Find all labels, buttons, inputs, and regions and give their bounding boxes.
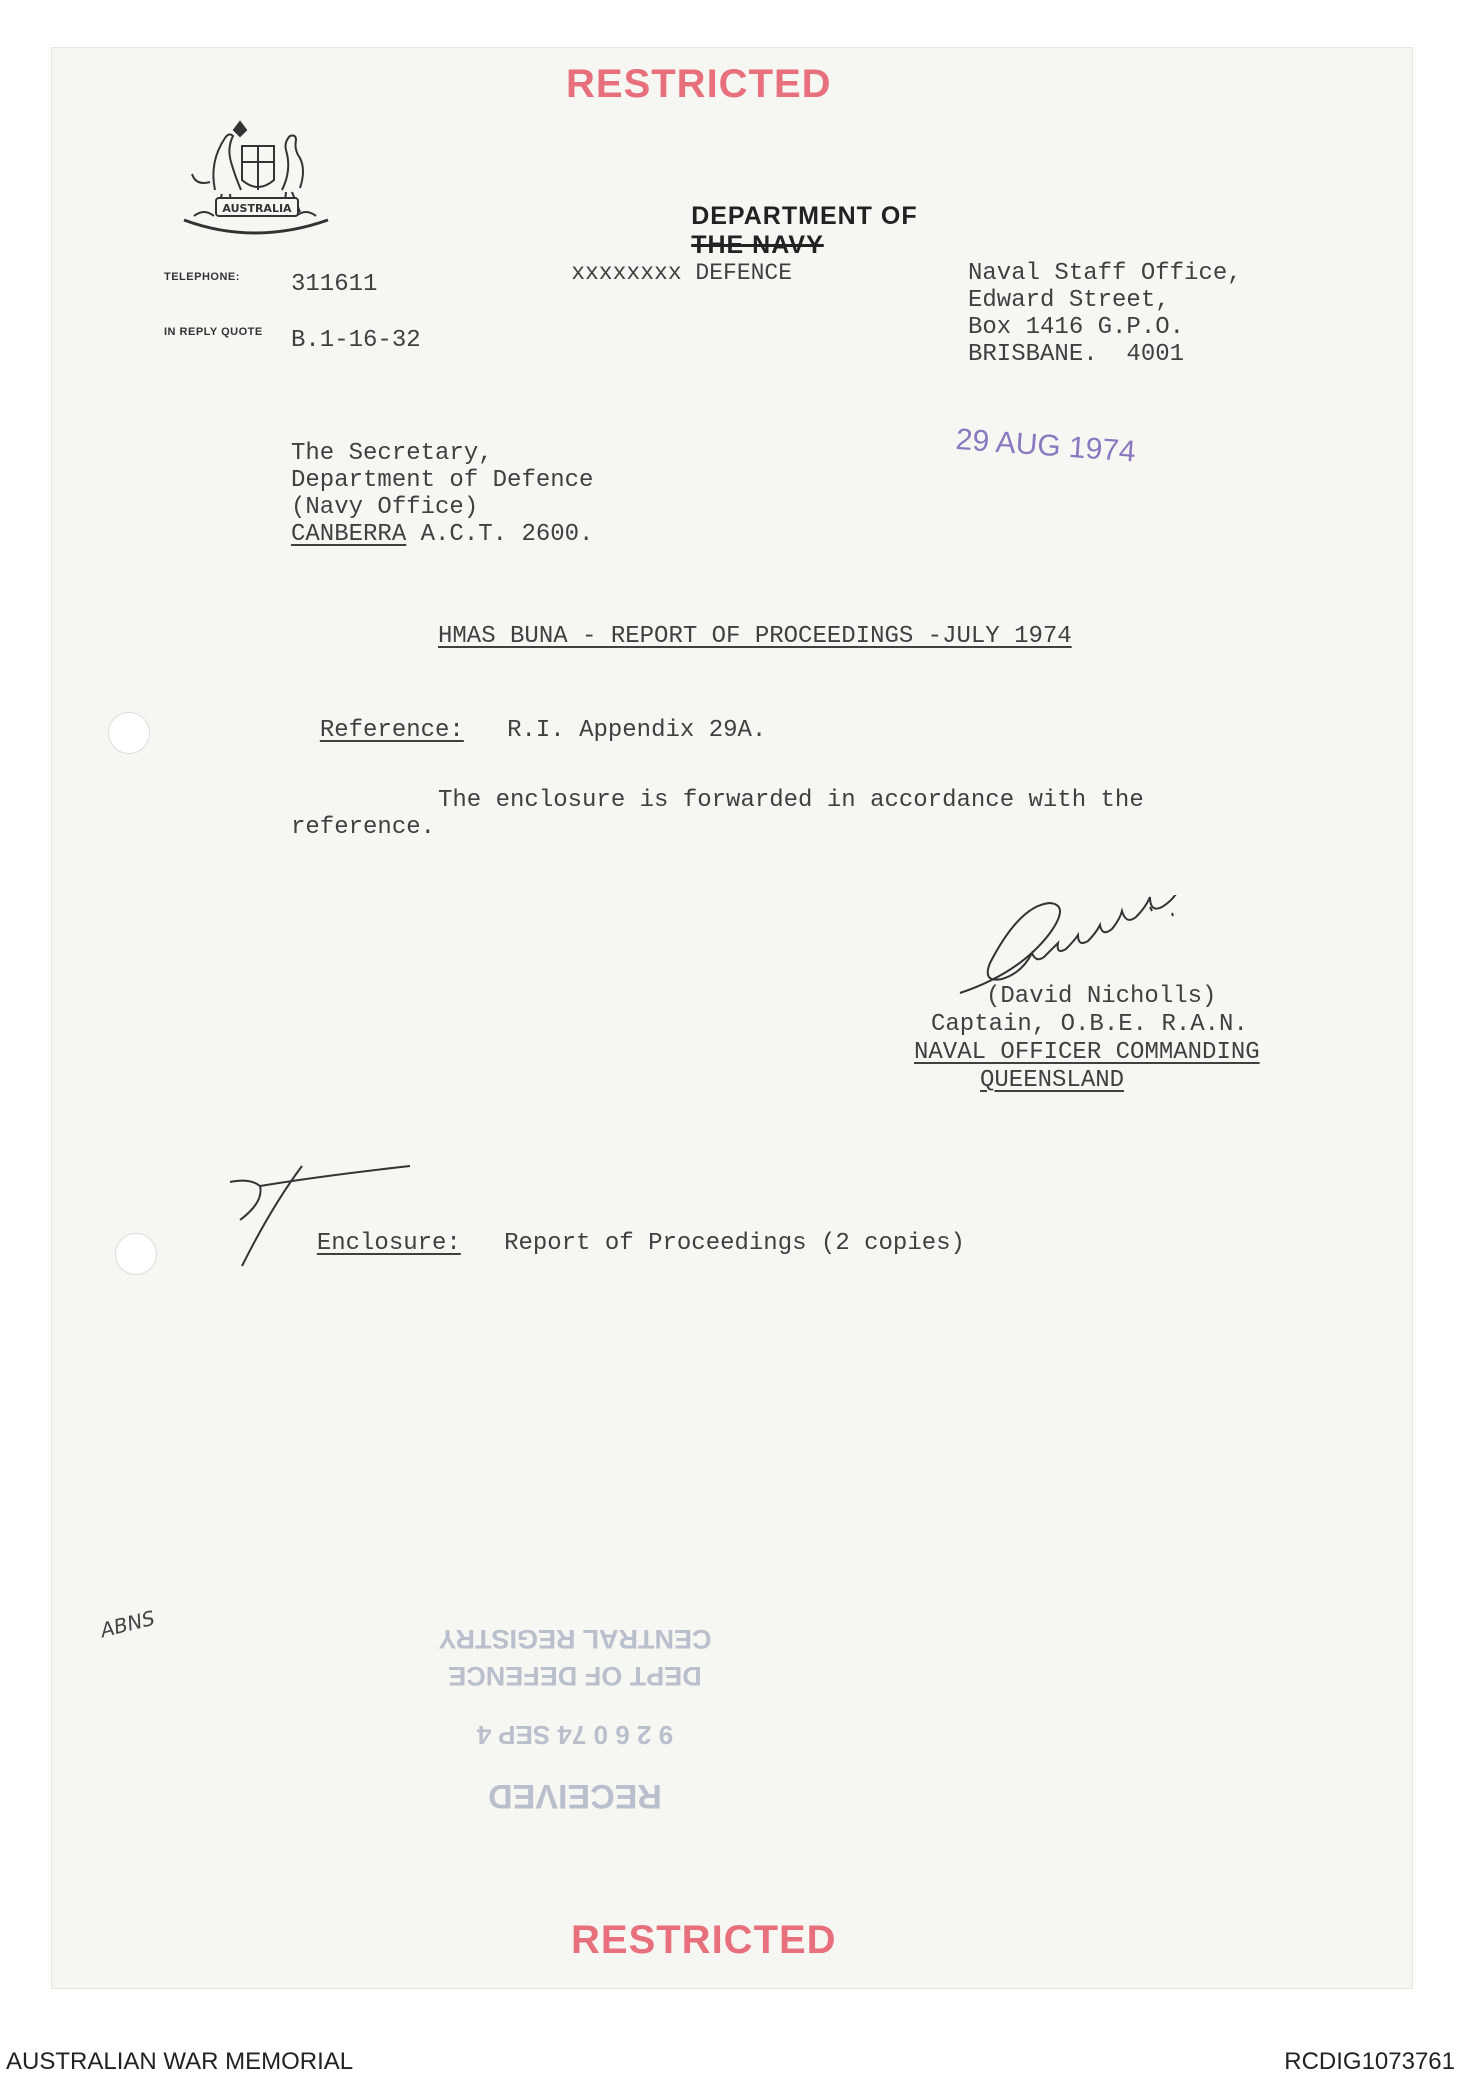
department-struck: THE NAVY bbox=[691, 231, 824, 259]
date-received-stamp: 29 AUG 1974 bbox=[954, 423, 1137, 469]
sender-address-line: BRISBANE. 4001 bbox=[968, 341, 1185, 368]
body-line-1: The enclosure is forwarded in accordance with the bbox=[438, 787, 1144, 814]
recipient-postcode: A.C.T. 2600. bbox=[406, 521, 594, 548]
department-heading bbox=[571, 184, 918, 287]
recipient-city-line bbox=[291, 521, 593, 548]
registry-received-stamp bbox=[430, 1590, 720, 1815]
sender-address-line: Box 1416 G.P.O. bbox=[968, 314, 1185, 341]
registry-stamp-line: 9 2 6 0 74 SEP 4 bbox=[476, 1720, 674, 1750]
crest-label: AUSTRALIA bbox=[222, 202, 292, 215]
reply-quote-label: IN REPLY QUOTE bbox=[164, 326, 263, 338]
footer-archive-name: AUSTRALIAN WAR MEMORIAL bbox=[6, 2048, 354, 2075]
punch-hole-top bbox=[108, 712, 150, 754]
signatory-name: (David Nicholls) bbox=[986, 983, 1217, 1010]
punch-hole-bottom bbox=[115, 1233, 157, 1275]
recipient-line: (Navy Office) bbox=[291, 494, 479, 521]
enclosure-label: Enclosure: bbox=[316, 1230, 461, 1257]
footer-record-id: RCDIG1073761 bbox=[1284, 2048, 1455, 2075]
telephone-label: TELEPHONE: bbox=[164, 271, 240, 283]
registry-stamp-line: CENTRAL REGISTRY bbox=[438, 1624, 712, 1654]
classification-stamp-top: RESTRICTED bbox=[566, 62, 832, 106]
recipient-line: Department of Defence bbox=[291, 467, 594, 494]
department-prefix: DEPARTMENT OF bbox=[691, 202, 918, 230]
recipient-line: The Secretary, bbox=[291, 440, 493, 467]
subject-line: HMAS BUNA - REPORT OF PROCEEDINGS -JULY 1974 bbox=[438, 623, 1072, 650]
department-overtyped: xxxxxxxx DEFENCE bbox=[571, 260, 793, 286]
signatory-title-line-2: QUEENSLAND bbox=[980, 1067, 1125, 1094]
reference-label: Reference: bbox=[319, 717, 464, 744]
registry-stamp-line: DEPT OF DEFENCE bbox=[448, 1661, 702, 1691]
recipient-address bbox=[291, 440, 593, 548]
reply-reference: B.1-16-32 bbox=[291, 327, 421, 354]
signatory-title-line-1: NAVAL OFFICER COMMANDING bbox=[914, 1039, 1260, 1066]
body-line-2: reference. bbox=[291, 814, 436, 841]
classification-stamp-bottom: RESTRICTED bbox=[571, 1918, 837, 1962]
reference-value: R.I. Appendix 29A. bbox=[507, 717, 767, 744]
sender-address-line: Edward Street, bbox=[968, 287, 1170, 314]
telephone-number: 311611 bbox=[291, 271, 378, 298]
enclosure-line bbox=[288, 1203, 965, 1257]
registry-stamp-line: RECEIVED bbox=[488, 1777, 662, 1815]
handwritten-margin-note: ABNS bbox=[97, 1605, 158, 1643]
enclosure-value: Report of Proceedings (2 copies) bbox=[504, 1230, 965, 1257]
recipient-city: CANBERRA bbox=[291, 521, 407, 548]
sender-address bbox=[968, 260, 1242, 368]
sender-address-line: Naval Staff Office, bbox=[968, 260, 1242, 287]
coat-of-arms-crest bbox=[170, 112, 340, 237]
signatory-rank: Captain, O.B.E. R.A.N. bbox=[931, 1011, 1248, 1038]
reference-line bbox=[291, 690, 766, 744]
